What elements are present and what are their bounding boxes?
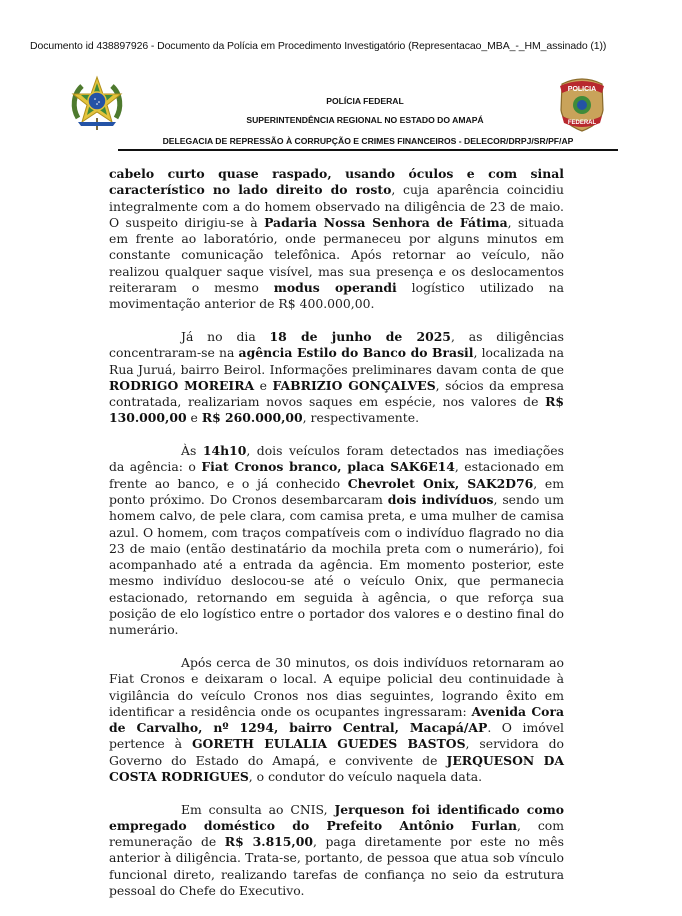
text-run: , situada em frente ao laboratório, onde permaneceu por alguns minutos em constante comunicação telefônica. Após retornar ao veículo, não realizou qualquer saque visível, mas sua presença e os deslocamentos reiteraram o mesmo [109, 214, 564, 296]
body-paragraph [109, 655, 564, 785]
text-run: Em consulta ao CNIS, [181, 801, 335, 817]
bold-text: GORETH EULALIA GUEDES BASTOS [191, 736, 466, 752]
letterhead-divider [118, 149, 618, 151]
letterhead-agency-name: POLÍCIA FEDERAL [326, 96, 404, 106]
bold-text: JERQUESON DA COSTA RODRIGUES [109, 752, 565, 784]
bold-text: dois indivíduos [387, 491, 494, 507]
bold-text: R$ 260.000,00 [201, 410, 303, 426]
text-run: , dois veículos foram detectados nas imediações da agência: o [109, 443, 564, 475]
bold-text: Jerqueson foi identificado como empregado doméstico do Prefeito Antônio Furlan [109, 801, 564, 833]
body-paragraph [109, 329, 564, 427]
bold-text: R$ 3.815,00 [224, 834, 313, 850]
text-run: Após cerca de 30 minutos, os dois indivíduos retornaram ao Fiat Cronos e deixaram o local. A equipe policial deu continuidade à vigilância do veículo Cronos nos dias seguintes, logrando êxito em identificar a residência onde os ocupantes ingressaram: [109, 654, 564, 719]
text-run: logístico utilizado na movimentação anterior de R$ 400.000,00. [109, 280, 565, 312]
bold-text: modus operandi [273, 280, 397, 296]
text-run: e [186, 410, 202, 426]
text-run: e [254, 377, 273, 393]
bold-text: R$ 130.000,00 [109, 394, 564, 426]
text-run: , o condutor do veículo naquela data. [248, 768, 483, 784]
text-run: , em ponto próximo. Do Cronos desembarcaram [109, 475, 564, 507]
bold-text: 14h10 [202, 443, 247, 459]
text-run: Já no dia [181, 328, 270, 344]
badge-top-text: POLICIA [567, 86, 597, 93]
text-run: , com remuneração de [109, 817, 564, 850]
text-run: , sendo um homem calvo, de pele clara, com camisa preta, e uma mulher de camisa azul. O homem, com traços compatíveis com o indivíduo flagrado no dia 23 de maio (então destinatário da mochila preta com o numerário), foi acompanhado até a entrada da agência. Em momento posterior, este mesmo indivíduo deslocou-se até o veículo Onix, que permanecia estacionado, retornando em seguida à agência, o que reforça sua posição de elo logístico entre o portador dos valores e o destino final do numerário. [109, 491, 564, 638]
body-paragraph [109, 443, 564, 639]
bold-text: Fiat Cronos branco, placa SAK6E14 [201, 459, 455, 475]
text-run: . O imóvel pertence à [109, 720, 564, 752]
text-run: , localizada na Rua Juruá, bairro Beirol. Informações preliminares davam conta de que [109, 345, 565, 377]
bold-text: 18 de junho de 2025 [269, 328, 451, 344]
text-run: , cuja aparência coincidiu integralmente com a do homem observado na diligência de 23 de maio. O suspeito dirigiu-se à [109, 182, 564, 230]
body-paragraph [109, 166, 564, 313]
text-run: Às [181, 443, 203, 459]
text-run: , as diligências concentraram-se na [109, 328, 564, 361]
text-run: , estacionado em frente ao banco, e o já conhecido [109, 459, 564, 491]
bold-text: RODRIGO MOREIRA [109, 377, 255, 393]
text-run: , respectivamente. [302, 410, 420, 426]
badge-bottom-text: FEDERAL [567, 120, 597, 126]
text-run: , servidora do Governo do Estado do Amapá, e convivente de [109, 736, 564, 768]
policia-federal-badge-icon [557, 76, 607, 132]
bold-text: FABRIZIO GONÇALVES [272, 377, 436, 393]
document-body [109, 166, 564, 916]
bold-text: Avenida Cora de Carvalho, nº 1294, bairro Central, Macapá/AP [109, 703, 564, 736]
letterhead-department: DELEGACIA DE REPRESSÃO À CORRUPÇÃO E CRIMES FINANCEIROS - DELECOR/DRPJ/SR/PF/AP [162, 136, 574, 146]
bold-text: agência Estilo do Banco do Brasil [238, 345, 474, 361]
letterhead-superintendency: SUPERINTENDÊNCIA REGIONAL NO ESTADO DO AMAPÁ [246, 115, 484, 125]
bold-text: Chevrolet Onix, SAK2D76 [347, 475, 534, 491]
body-paragraph [109, 802, 564, 900]
document-id-header: Documento id 438897926 - Documento da Polícia em Procedimento Investigatório (Representacao_MBA_-_HM_assinado (1)) [30, 40, 607, 52]
text-run: , sócios da empresa contratada, realizariam novos saques em espécie, nos valores de [109, 377, 564, 410]
text-run: , paga diretamente por este no mês anterior à diligência. Trata-se, portanto, de pessoa que atua sob vínculo funcional direto, realizando tarefas de confiança no seio da estrutura pessoal do Chefe do Executivo. [109, 834, 564, 899]
bold-text: Padaria Nossa Senhora de Fátima [264, 214, 508, 230]
bold-text: cabelo curto quase raspado, usando óculos e com sinal característico no lado direito do rosto [109, 166, 564, 198]
